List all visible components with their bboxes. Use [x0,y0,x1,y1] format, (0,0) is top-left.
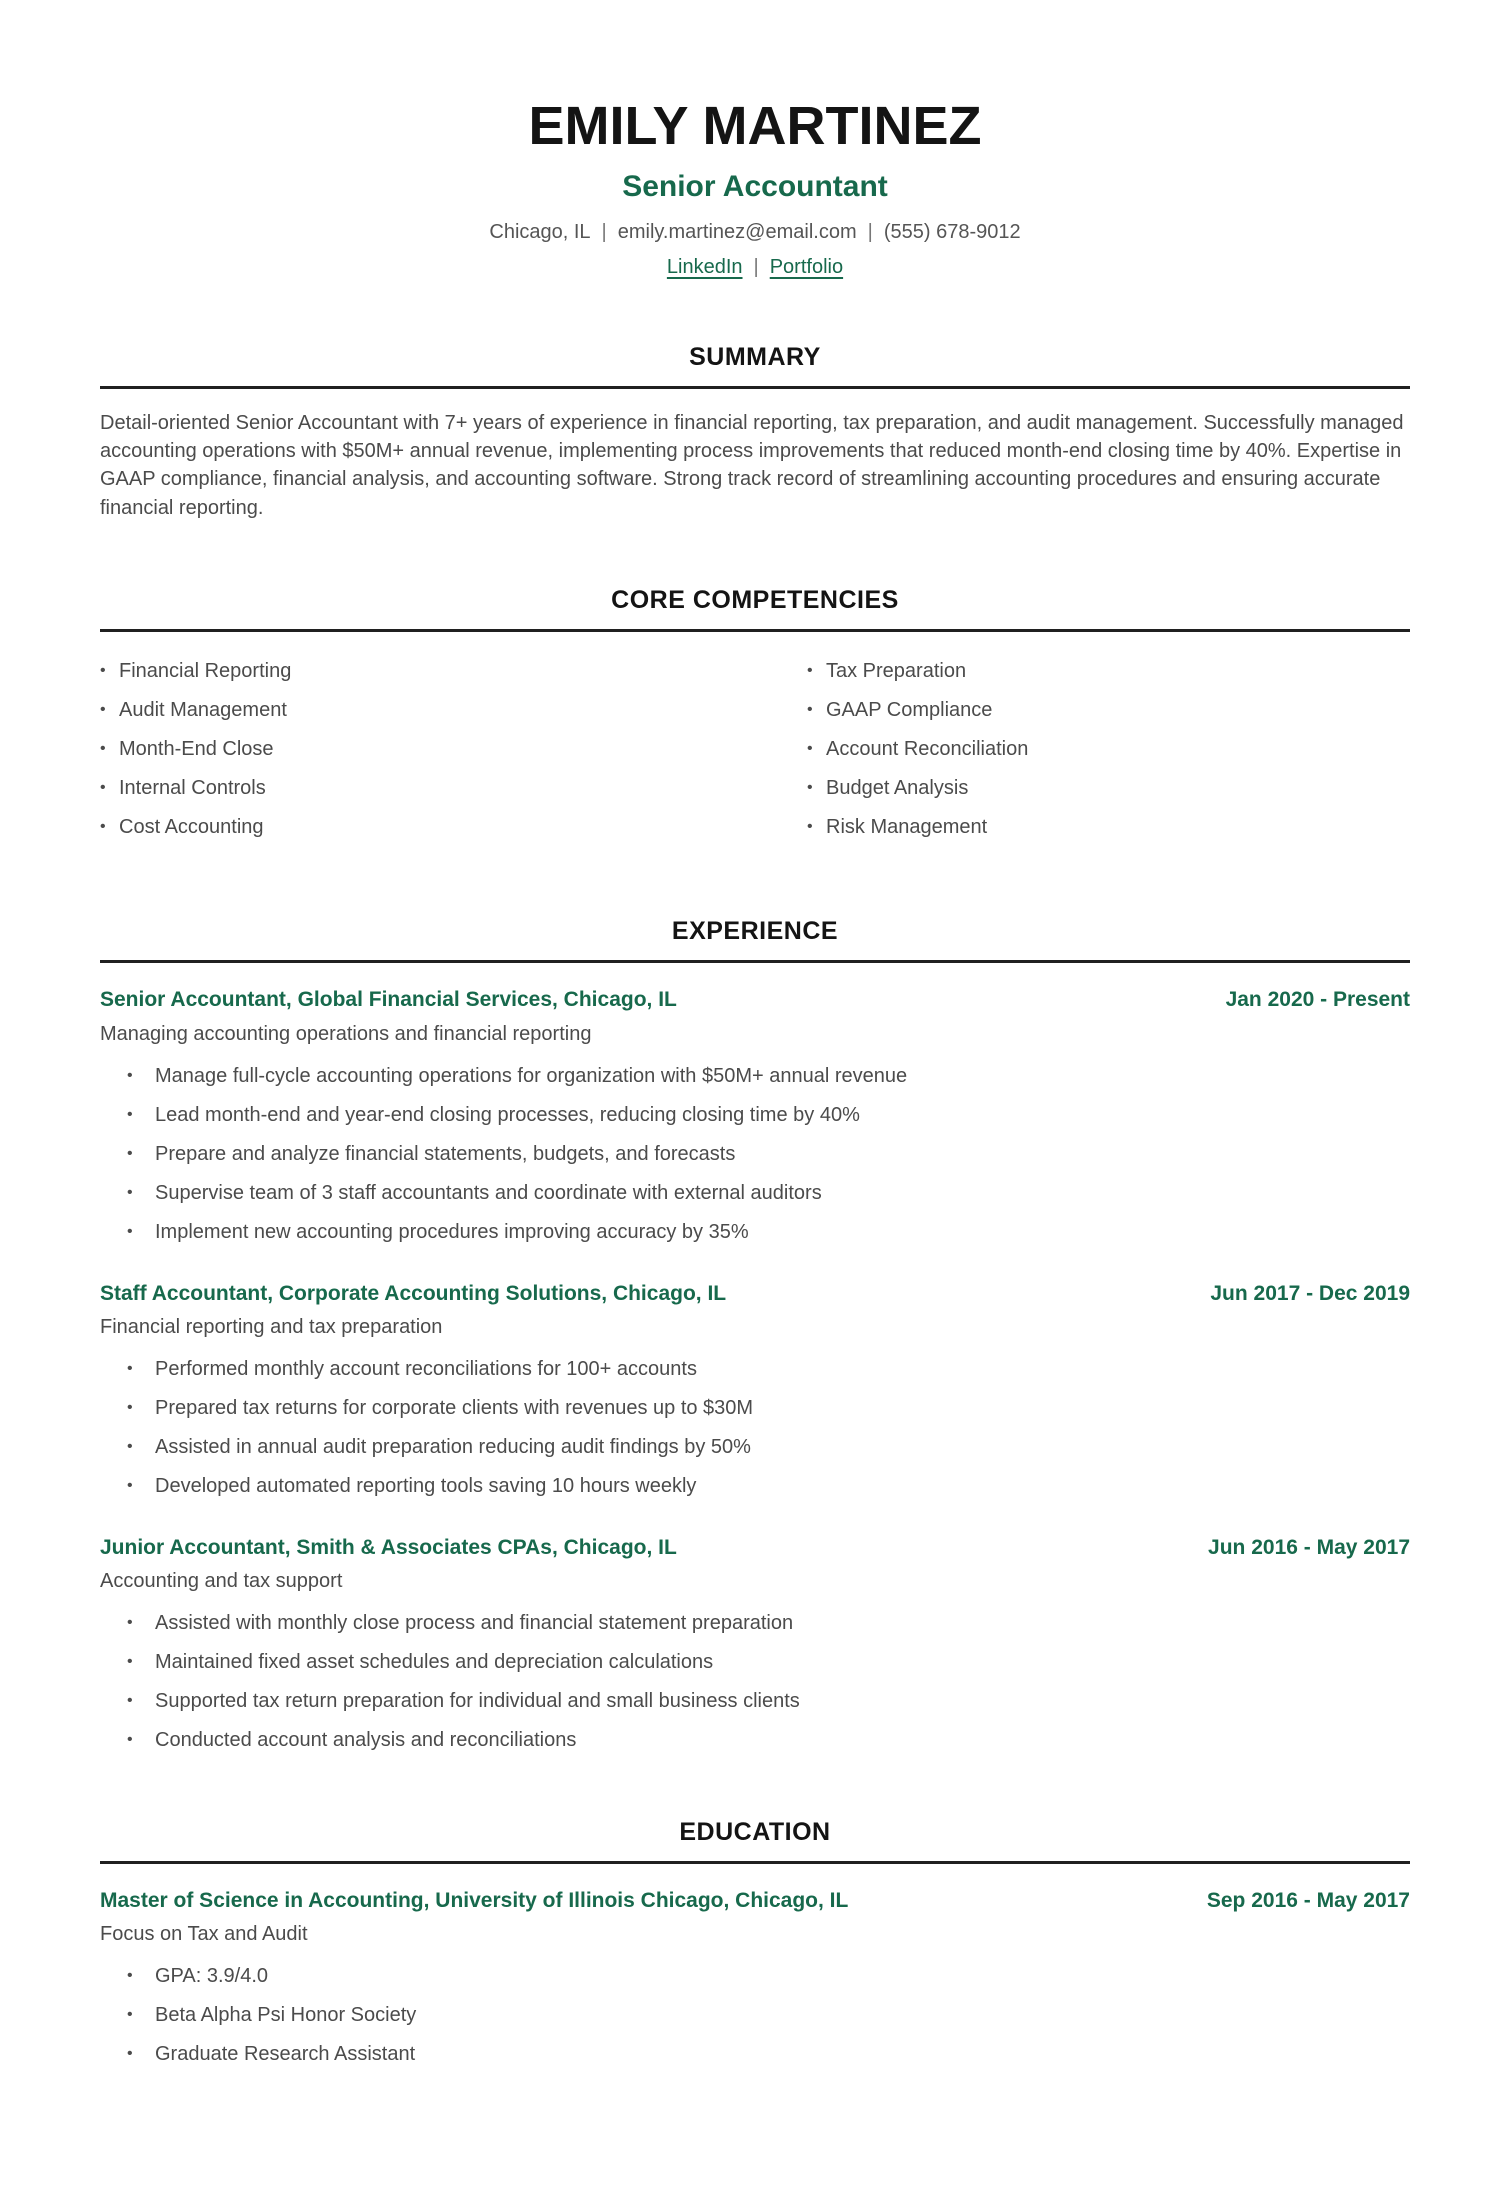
competency-item: • Tax Preparation [807,658,1410,685]
education-heading: EDUCATION [679,1818,831,1847]
job-title: Junior Accountant, Smith & Associates CPAs, Chicago, IL [100,1535,677,1559]
portfolio-link[interactable]: Portfolio [769,255,844,278]
experience-heading: EXPERIENCE [671,917,839,946]
job-bullet: • Conducted account analysis and reconciliations [100,1726,1410,1754]
section-experience [100,917,1410,1754]
job-title: Staff Accountant, Corporate Accounting Solutions, Chicago, IL [100,1281,727,1305]
job-bullet: • Implement new accounting procedures improving accuracy by 35% [100,1218,1410,1246]
job-entry [100,986,1410,1245]
contact-line [100,221,1410,244]
section-divider [100,1861,1410,1864]
job-head [100,986,1410,1013]
education-dates: Sep 2016 - May 2017 [1206,1889,1410,1913]
job-bullet: • Assisted with monthly close process and financial statement preparation [100,1609,1410,1637]
job-subtitle: Accounting and tax support [100,1570,343,1593]
competency-item: • Financial Reporting [100,658,755,685]
candidate-name: EMILY MARTINEZ [528,96,982,156]
summary-heading: SUMMARY [689,342,821,371]
job-bullet-list [100,1609,1410,1754]
section-divider [100,960,1410,963]
job-bullet-list [100,1062,1410,1246]
section-education [100,1818,1410,2068]
job-dates: Jan 2020 - Present [1225,988,1410,1012]
competency-item: • GAAP Compliance [807,697,1410,724]
contact-email: emily.martinez@email.com [617,220,857,243]
competency-item: • Risk Management [807,814,1410,841]
candidate-job-title: Senior Accountant [622,169,888,203]
education-subtitle: Focus on Tax and Audit [100,1923,308,1946]
education-head [100,1887,1410,1914]
section-core-competencies [100,586,1410,853]
competencies-right-column [755,658,1410,853]
job-subtitle: Financial reporting and tax preparation [100,1315,443,1338]
job-bullet: • Lead month-end and year-end closing processes, reducing closing time by 40% [100,1101,1410,1129]
job-bullet: • Maintained fixed asset schedules and depreciation calculations [100,1648,1410,1676]
competency-item: • Internal Controls [100,775,755,802]
job-bullet: • Supported tax return preparation for individual and small business clients [100,1687,1410,1715]
links-separator: | [753,255,759,278]
competency-item: • Audit Management [100,697,755,724]
job-dates: Jun 2017 - Dec 2019 [1210,1281,1410,1305]
job-dates: Jun 2016 - May 2017 [1208,1535,1410,1559]
linkedin-link[interactable]: LinkedIn [666,255,743,278]
resume-header [100,98,1410,279]
education-bullet: • Beta Alpha Psi Honor Society [100,2001,1410,2029]
job-head [100,1534,1410,1561]
education-bullet-list [100,1962,1410,2068]
competency-item: • Month-End Close [100,736,755,763]
job-bullet: • Prepare and analyze financial statements, budgets, and forecasts [100,1140,1410,1168]
job-entry [100,1534,1410,1754]
competency-item: • Cost Accounting [100,814,755,841]
competency-item: • Budget Analysis [807,775,1410,802]
links-line [100,256,1410,279]
contact-phone: (555) 678-9012 [883,220,1021,243]
job-bullet: • Developed automated reporting tools saving 10 hours weekly [100,1472,1410,1500]
job-entry [100,1280,1410,1500]
job-subtitle: Managing accounting operations and financial reporting [100,1022,592,1045]
competencies-grid [100,658,1410,853]
education-bullet: • Graduate Research Assistant [100,2040,1410,2068]
contact-separator: | [867,220,873,243]
summary-text: Detail-oriented Senior Accountant with 7+ years of experience in financial reporting, tax preparation, and audit management. Successfully managed accounting operations with $50M+ annual revenue, implementing process improvements that reduced month-end closing time by 40%. Expertise in GAAP compliance, financial analysis, and accounting software. Strong track record of streamlining accounting procedures and ensuring accurate financial reporting. [100,411,1404,519]
competency-item: • Account Reconciliation [807,736,1410,763]
education-bullet: • GPA: 3.9/4.0 [100,1962,1410,1990]
education-entry [100,1887,1410,2068]
job-head [100,1280,1410,1307]
job-bullet: • Performed monthly account reconciliations for 100+ accounts [100,1355,1410,1383]
job-bullet: • Supervise team of 3 staff accountants and coordinate with external auditors [100,1179,1410,1207]
section-summary [100,343,1410,523]
job-bullet: • Assisted in annual audit preparation reducing audit findings by 50% [100,1433,1410,1461]
section-divider [100,629,1410,632]
section-divider [100,386,1410,389]
job-title: Senior Accountant, Global Financial Services, Chicago, IL [100,988,677,1012]
competencies-left-column [100,658,755,853]
competencies-heading: CORE COMPETENCIES [611,586,899,615]
job-bullet-list [100,1355,1410,1500]
education-title: Master of Science in Accounting, University of Illinois Chicago, Chicago, IL [100,1889,849,1913]
contact-separator: | [601,220,607,243]
job-bullet: • Prepared tax returns for corporate clients with revenues up to $30M [100,1394,1410,1422]
contact-location: Chicago, IL [489,220,591,243]
job-bullet: • Manage full-cycle accounting operations for organization with $50M+ annual revenue [100,1062,1410,1090]
